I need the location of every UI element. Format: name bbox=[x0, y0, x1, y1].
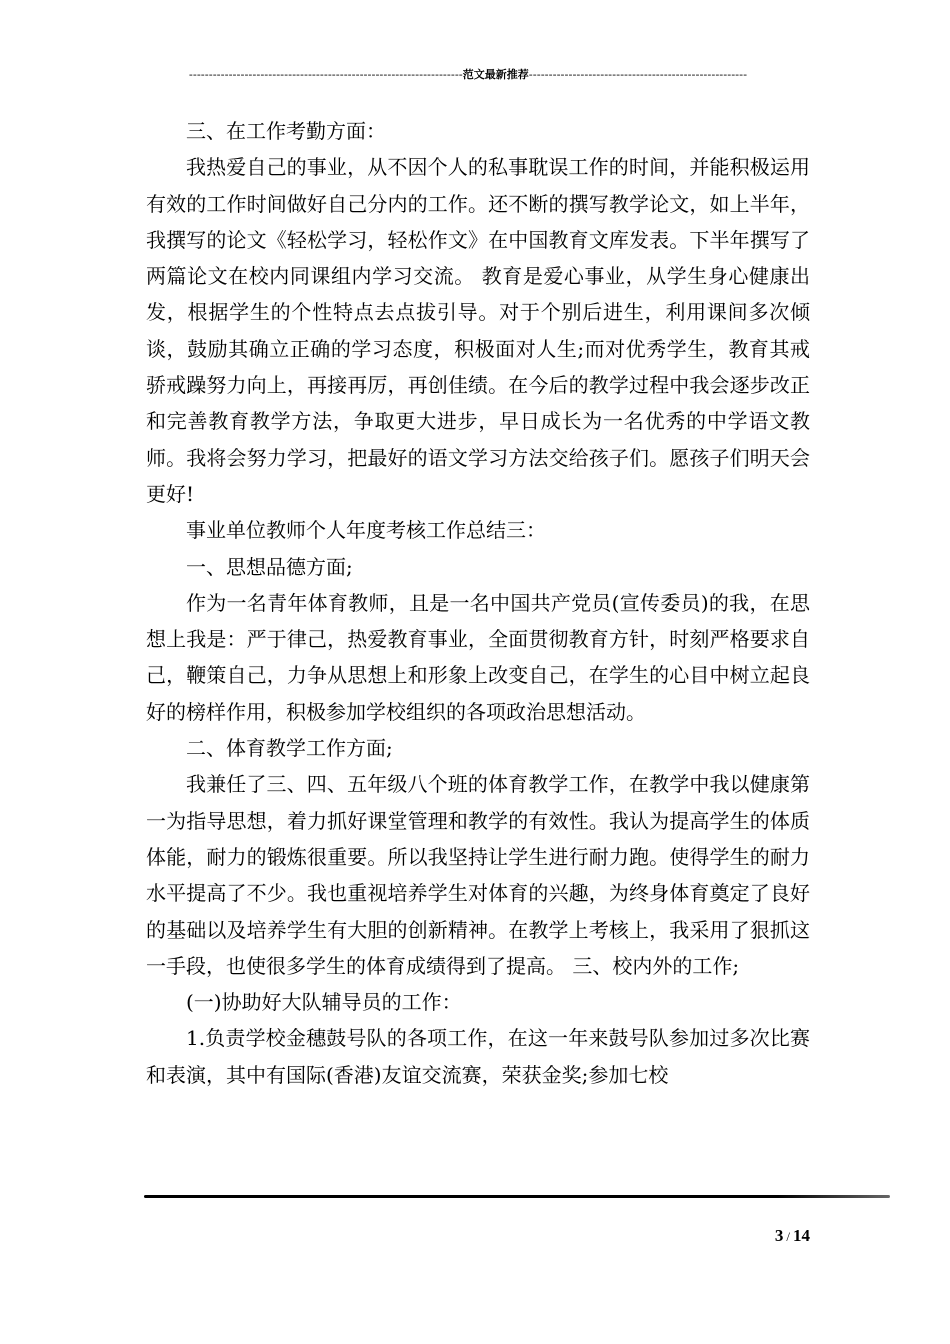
paragraph: (一)协助好大队辅导员的工作： bbox=[186, 990, 462, 1015]
paragraph: 我热爱自己的事业，从不因个人的私事耽误工作的时间，并能积极运用有效的工作时间做好自己分内的工作。还不断的撰写教学论文，如上半年，我撰写的论文《轻松学习，轻松作文》在中国教育文库发表。下半年撰写了两篇论文在校内同课组内学习交流。 教育是爱心事业，从学生身心健康出发，根据学生的个性特点去点拔引导。对于个别后进生，利用课间多次倾谈，鼓励其确立正确的学习态度，积极面对人生;而对优秀学生，教育其戒骄戒躁努力向上，再接再厉，再创佳绩。在今后的教学过程中我会逐步改正和完善教育教学方法，争取更大进步，早日成长为一名优秀的中学语文教师。我将会努力学习，把最好的语文学习方法交给孩子们。愿孩子们明天会更好! bbox=[146, 155, 810, 506]
header-dashes-right: ------------------------------------------------------- bbox=[528, 68, 748, 81]
document-body bbox=[146, 113, 810, 1093]
page-header bbox=[146, 66, 790, 84]
paragraph: 作为一名青年体育教师，且是一名中国共产党员(宣传委员)的我，在思想上我是：严于律己，热爱教育事业，全面贯彻教育方针，时刻严格要求自己，鞭策自己，力争从思想上和形象上改变自己，在学生的心目中树立起良好的榜样作用，积极参加学校组织的各项政治思想活动。 bbox=[146, 590, 810, 724]
paragraph: 一、思想品德方面; bbox=[186, 554, 353, 579]
header-title: 范文最新推荐 bbox=[462, 68, 529, 81]
footer-divider bbox=[144, 1195, 890, 1198]
page-separator: / bbox=[786, 1229, 790, 1244]
page-number bbox=[700, 1226, 810, 1246]
current-page: 3 bbox=[774, 1226, 784, 1245]
paragraph: 二、体育教学工作方面; bbox=[186, 736, 393, 761]
header-dashes-left: --------------------------------------------------------------------- bbox=[188, 68, 463, 81]
paragraph: 1.负责学校金穗鼓号队的各项工作，在这一年来鼓号队参加过多次比赛和表演，其中有国际(香港)友谊交流赛，荣获金奖;参加七校 bbox=[146, 1026, 810, 1087]
paragraph: 三、在工作考勤方面： bbox=[186, 119, 386, 143]
total-pages: 14 bbox=[793, 1226, 810, 1245]
paragraph: 事业单位教师个人年度考核工作总结三： bbox=[186, 518, 546, 543]
paragraph: 我兼任了三、四、五年级八个班的体育教学工作，在教学中我以健康第一为指导思想，着力抓好课堂管理和教学的有效性。我认为提高学生的体质体能，耐力的锻炼很重要。所以我坚持让学生进行耐力跑。使得学生的耐力水平提高了不少。我也重视培养学生对体育的兴趣，为终身体育奠定了良好的基础以及培养学生有大胆的创新精神。在教学上考核上，我采用了狠抓这一手段，也使很多学生的体育成绩得到了提高。 三、校内外的工作; bbox=[146, 772, 810, 978]
